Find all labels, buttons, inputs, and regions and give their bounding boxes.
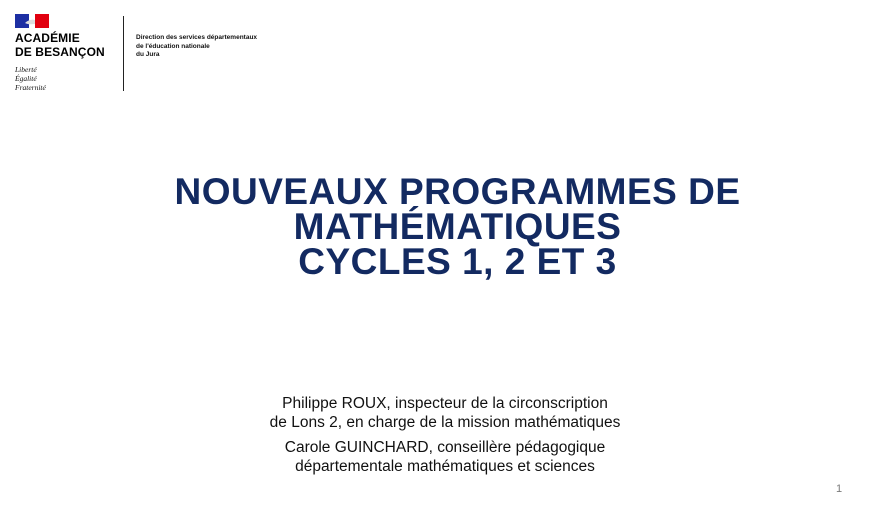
department-direction-label <box>136 34 296 60</box>
direction-line-2: de l'éducation nationale <box>136 42 210 50</box>
motto-egalite: Égalité <box>15 74 37 83</box>
presenter-guinchard <box>222 438 668 476</box>
academy-name-line-2: DE BESANÇON <box>15 45 105 59</box>
page-number: 1 <box>835 483 843 495</box>
presenter-roux-line-1: Philippe ROUX, inspecteur de la circonscription <box>282 395 608 412</box>
slide-title <box>70 171 845 282</box>
logo-divider <box>123 16 124 91</box>
presenter-roux <box>222 394 668 432</box>
motto-liberte: Liberté <box>15 65 37 74</box>
academy-name <box>15 31 130 59</box>
title-line-3: CYCLES 1, 2 ET 3 <box>298 241 617 282</box>
title-line-1: NOUVEAUX PROGRAMMES DE <box>174 171 741 212</box>
direction-line-3: du Jura <box>136 51 160 58</box>
presenter-guinchard-line-1: Carole GUINCHARD, conseillère pédagogique <box>284 439 606 456</box>
presenter-roux-line-2: de Lons 2, en charge de la mission mathématiques <box>269 414 621 431</box>
presenter-guinchard-line-2: départementale mathématiques et sciences <box>295 458 595 475</box>
direction-line-1: Direction des services départementaux <box>136 34 258 41</box>
title-line-2: MATHÉMATIQUES <box>293 206 622 247</box>
academy-name-line-1: ACADÉMIE <box>15 31 80 45</box>
republic-motto <box>15 65 46 92</box>
presenters-block <box>222 394 668 482</box>
motto-fraternite: Fraternité <box>15 83 46 92</box>
french-republic-flag-icon <box>15 14 49 28</box>
academy-logo-block <box>15 14 285 94</box>
